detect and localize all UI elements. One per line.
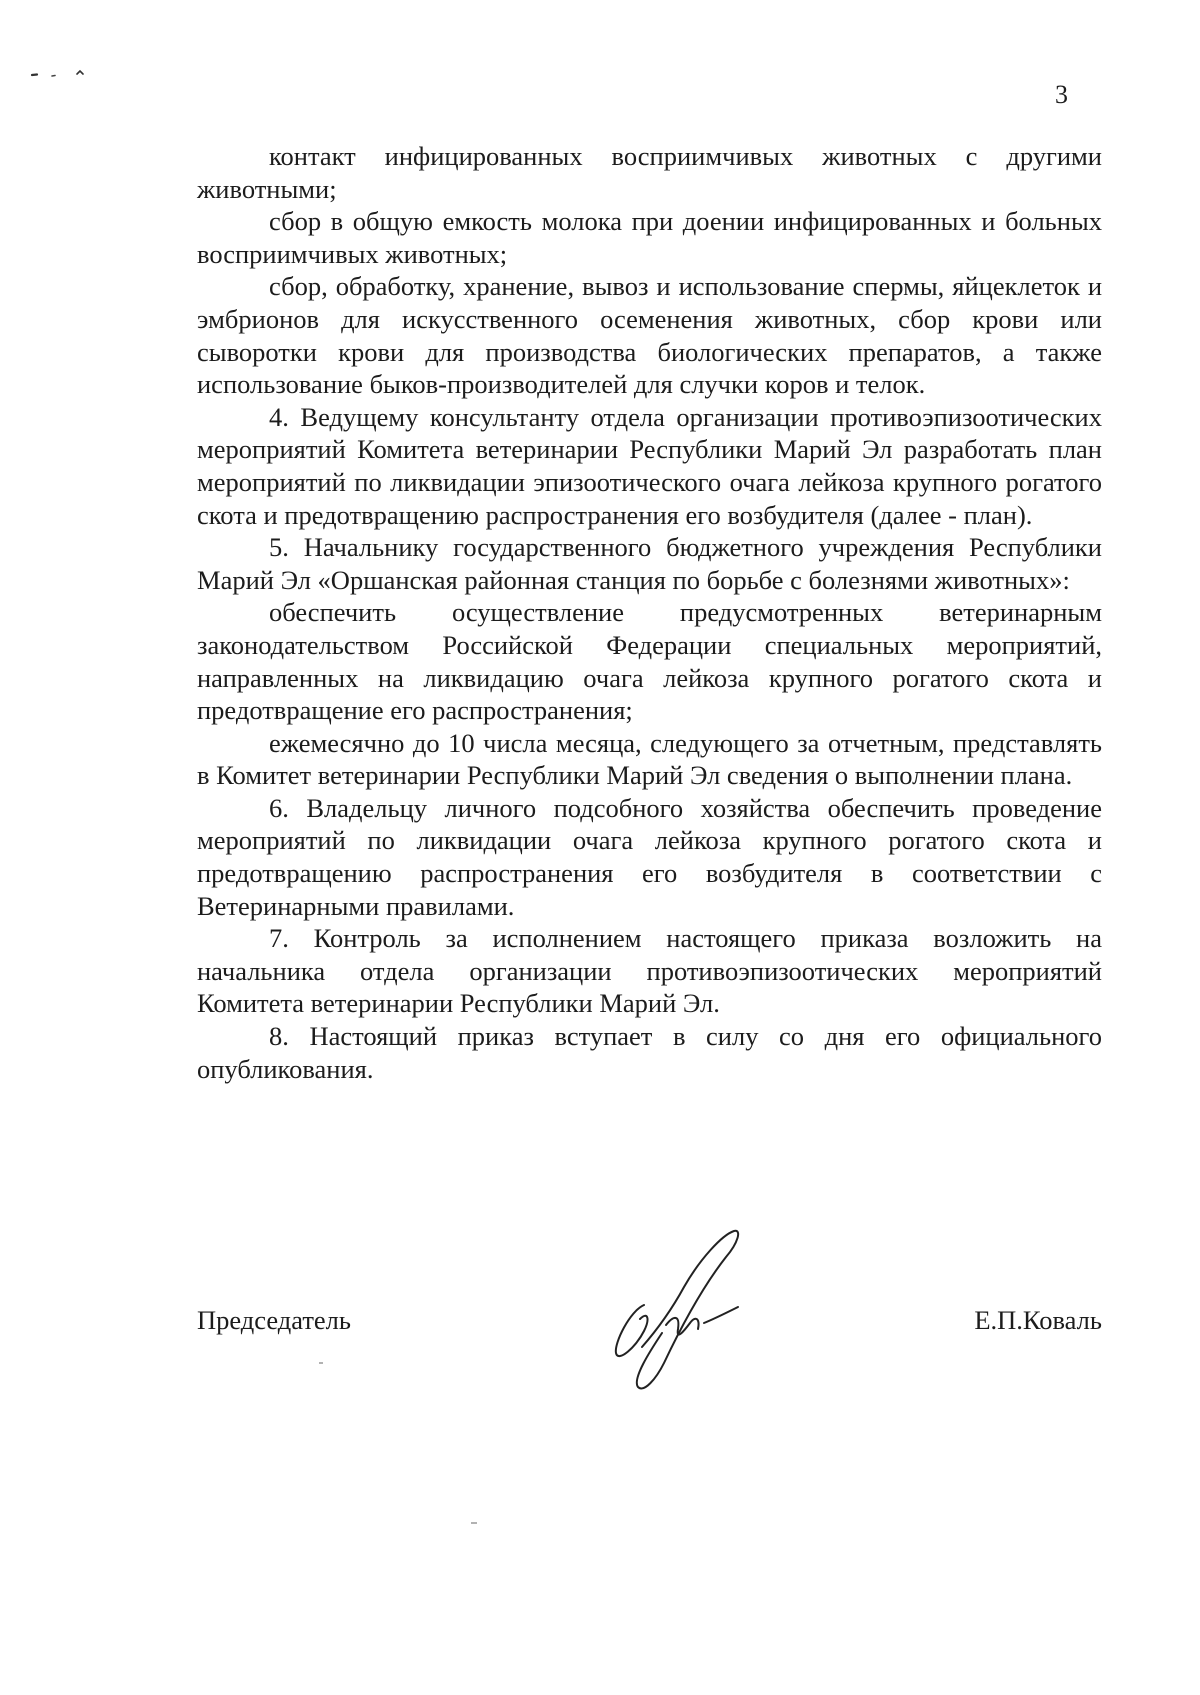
- paragraph: 5. Начальнику государственного бюджетного учреждения Республики Марий Эл «Оршанская районная станция по борьбе с болезнями животных»:: [197, 532, 1102, 595]
- scan-speck: [470, 1512, 478, 1530]
- paragraph: ежемесячно до 10 числа месяца, следующего за отчетным, представлять в Комитет ветеринарии Республики Марий Эл сведения о выполнении плана.: [197, 727, 1102, 791]
- paragraph: контакт инфицированных восприимчивых животных с другими животными;: [197, 141, 1102, 204]
- scan-speck: [318, 1352, 324, 1370]
- signer-name: Е.П.Коваль: [974, 1305, 1102, 1335]
- document-body: [197, 140, 1102, 1085]
- paragraph: 8. Настоящий приказ вступает в силу со дня его официального опубликования.: [197, 1021, 1102, 1084]
- paragraph: 4. Ведущему консультанту отдела организации противоэпизоотических мероприятий Комитета ветеринарии Республики Марий Эл разработать план мероприятий по ликвидации эпизоотического очага лейкоза крупного рогатого скота и предотвращению распространения его возбудителя (далее - план).: [197, 401, 1102, 530]
- paragraph: обеспечить осуществление предусмотренных ветеринарным законодательством Российской Федерации специальных мероприятий, направленных на ликвидацию очага лейкоза крупного рогатого скота и предотвращение его распространения;: [197, 597, 1102, 726]
- scan-artifact-marks: [30, 68, 90, 87]
- signer-title: Председатель: [197, 1305, 351, 1335]
- signature-block: [197, 1305, 1102, 1345]
- paragraph: 6. Владельцу личного подсобного хозяйства обеспечить проведение мероприятий по ликвидации очага лейкоза крупного рогатого скота и предотвращению распространения его возбудителя в соответствии с Ветеринарными правилами.: [197, 792, 1102, 921]
- paragraph: сбор, обработку, хранение, вывоз и использование спермы, яйцеклеток и эмбрионов для искусственного осеменения животных, сбор крови или сыворотки крови для производства биологических препаратов, а также использование быков-производителей для случки коров и телок.: [197, 271, 1102, 400]
- page-number: 3: [1055, 80, 1068, 109]
- paragraph: сбор в общую емкость молока при доении инфицированных и больных восприимчивых животных;: [197, 206, 1102, 269]
- paragraph: 7. Контроль за исполнением настоящего приказа возложить на начальника отдела организации противоэпизоотических мероприятий Комитета ветеринарии Республики Марий Эл.: [197, 923, 1102, 1019]
